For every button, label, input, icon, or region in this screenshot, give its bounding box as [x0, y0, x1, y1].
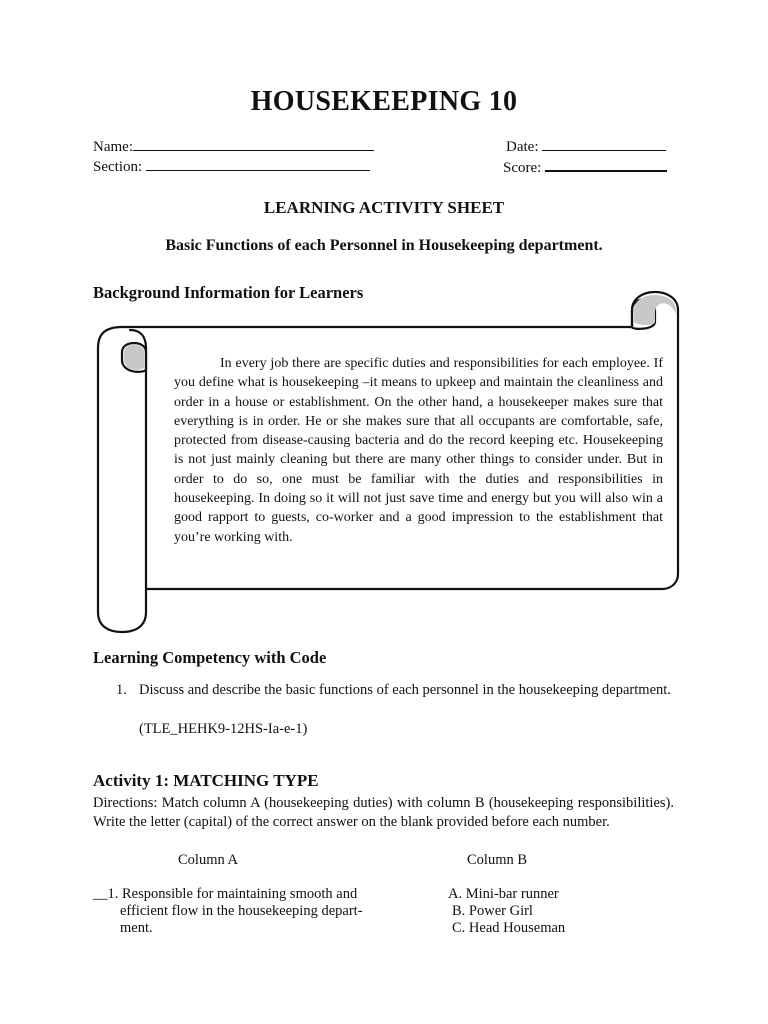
- sheet-title: LEARNING ACTIVITY SHEET: [263, 198, 505, 217]
- name-label: Name:: [93, 139, 133, 155]
- section-label: Section:: [93, 159, 143, 175]
- competency-heading: Learning Competency with Code: [93, 648, 327, 667]
- choice-a: A. Mini-bar runner: [448, 886, 559, 902]
- page-title: HOUSEKEEPING 10: [250, 86, 518, 117]
- activity-directions: Directions: Match column A (housekeeping duties) with column B (housekeeping responsibilities). Write the letter (capital) of the correct answer on the blank provided before each number.: [93, 795, 674, 831]
- matching-item-1-line-3: ment.: [120, 920, 153, 936]
- choice-b: B. Power Girl: [452, 903, 533, 919]
- sheet-subtitle: Basic Functions of each Personnel in Housekeeping department.: [165, 237, 603, 254]
- background-text: In every job there are specific duties and responsibilities for each employee. If you define what is housekeeping –it means to upkeep and maintain the cleanliness and order in a house or establishment. On the other hand, a housekeeper makes sure that everything is in order. He or she makes sure that all occupants are comfortable, safe, protected from disease-causing bacteria and do the record keeping etc. Housekeeping is not just mainly cleaning but there are many other things to consider under. But in order to do so, one must be familiar with the duties and responsibilities in housekeeping. In doing so it will not just save time and energy but you will also win a good rapport to guests, co-worker and a good impression to the establishment that you’re working with.: [174, 356, 663, 545]
- date-label: Date:: [506, 139, 539, 155]
- choice-c: C. Head Houseman: [452, 920, 566, 936]
- background-heading: Background Information for Learners: [93, 283, 364, 302]
- competency-item-text: Discuss and describe the basic functions of each personnel in the housekeeping department.: [139, 682, 671, 698]
- matching-item-1-line-1[interactable]: __1. Responsible for maintaining smooth and: [93, 886, 358, 902]
- column-a-header: Column A: [178, 852, 239, 868]
- competency-item-number: 1.: [116, 682, 127, 698]
- competency-code: (TLE_HEHK9-12HS-Ia-e-1): [139, 721, 308, 737]
- matching-item-1-line-2: efficient flow in the housekeeping depart-: [120, 903, 363, 919]
- score-label: Score:: [503, 160, 542, 176]
- column-b-header: Column B: [467, 852, 528, 868]
- activity-heading: Activity 1: MATCHING TYPE: [93, 771, 319, 790]
